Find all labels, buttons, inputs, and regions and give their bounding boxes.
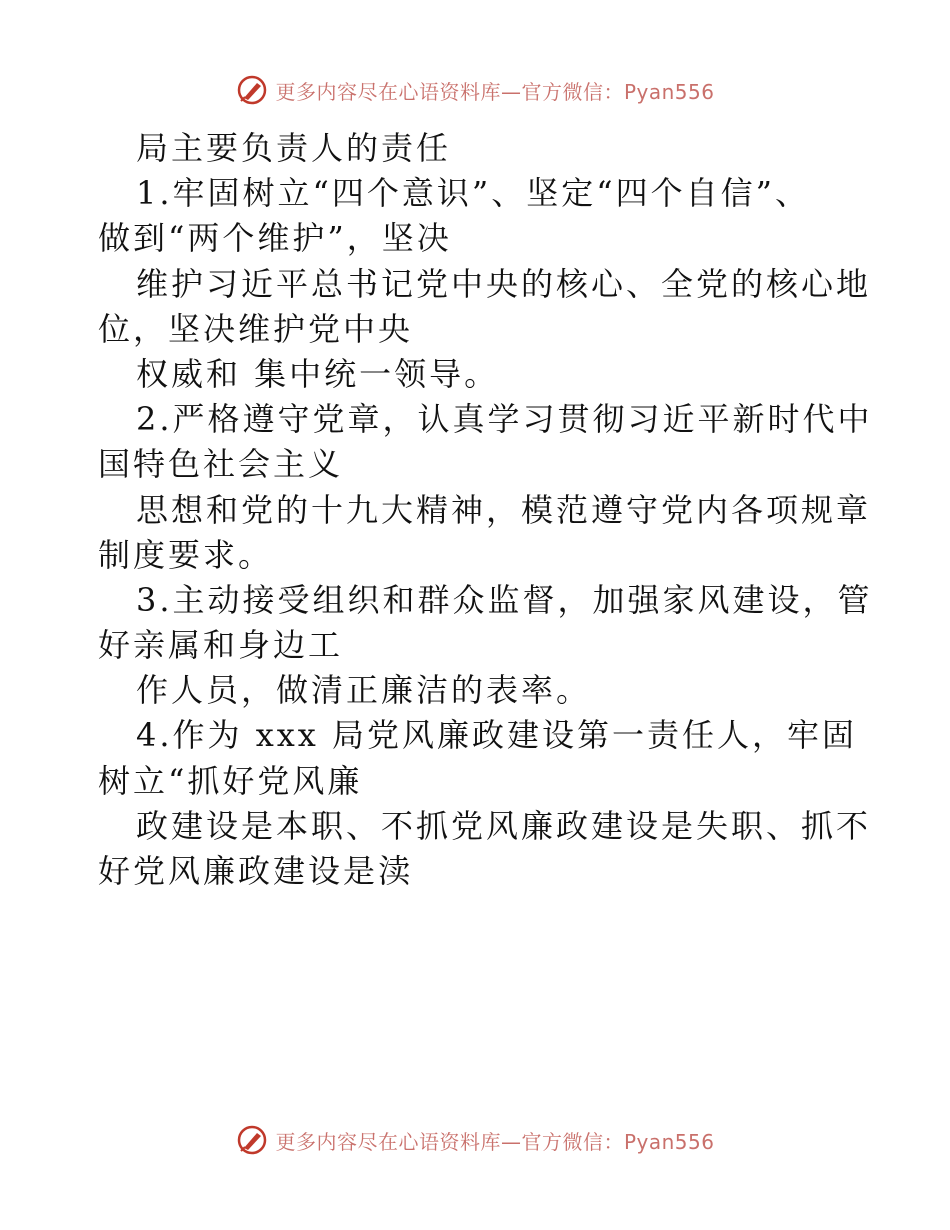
text-line: 权威和 集中统一领导。: [136, 354, 500, 393]
text-line: 树立“抓好党风廉: [98, 761, 363, 800]
text-line: 好亲属和身边工: [98, 626, 344, 665]
text-line: 好党风廉政建设是渎: [98, 852, 414, 890]
text-line: 做到“两个维护”，坚决: [98, 219, 452, 258]
text-line: 作人员，做清正廉洁的表率。: [136, 671, 592, 710]
pen-nib-logo-icon: [235, 1123, 269, 1157]
text-line: 国特色社会主义: [98, 445, 344, 484]
text-line: 政建设是本职、不抓党风廉政建设是失职、抓不: [136, 806, 872, 845]
banner-text: 更多内容尽在心语资料库—官方微信：Pyan556: [275, 79, 715, 104]
text-line: 局主要负责人的责任: [136, 129, 452, 167]
footer-banner: [0, 1120, 950, 1160]
text-line: 3.主动接受组织和群众监督，加强家风建设，管: [136, 580, 873, 619]
text-line: 2.严格遵守党章，认真学习贯彻习近平新时代中: [136, 400, 873, 439]
text-line: 思想和党的十九大精神，模范遵守党内各项规章: [136, 490, 872, 529]
banner-text: 更多内容尽在心语资料库—官方微信：Pyan556: [275, 1129, 715, 1154]
text-line: 1.牢固树立“四个意识”、坚定“四个自信”、: [136, 174, 810, 213]
text-line: 维护习近平总书记党中央的核心、全党的核心地: [136, 264, 872, 303]
pen-nib-logo-icon: [235, 73, 269, 107]
document-body: [98, 126, 873, 894]
text-line: 位，坚决维护党中央: [98, 309, 414, 348]
text-line: 制度要求。: [98, 535, 274, 574]
header-banner: [0, 70, 950, 110]
text-line: 4.作为 xxx 局党风廉政建设第一责任人，牢固: [136, 716, 858, 755]
